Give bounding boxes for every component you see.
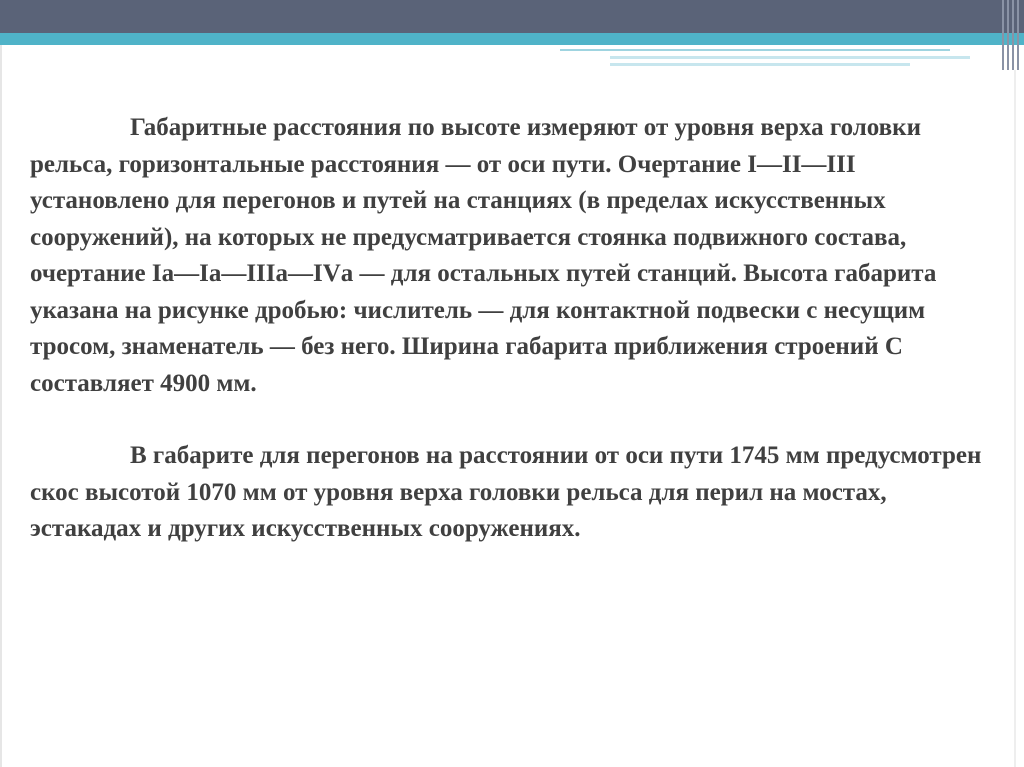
decorative-line [610,56,970,59]
right-border [1014,70,1016,767]
paragraph: В габарите для перегонов на расстоянии от оси пути 1745 мм предусмотрен скос высотой 1070 мм от уровня верха головки рельса для перил на мостах, эстакадах и других искусственных сооружениях. [30,442,982,542]
paragraph: Габаритные расстояния по высоте измеряют от уровня верха головки рельса, горизонтальные расстояния — от оси пути. Очертание I—II—III установлено для перегонов и путей на станциях (в пределах искусственных сооружений), на которых не предусматривается стоянка подвижного состава, очертание Iа—Iа—IIIа—IVа — для остальных путей станций. Высота габарита указана на рисунке дробью: числитель — для контактной подвески с несущим тросом, знаменатель — без него. Ширина габарита приближения строений С составляет 4900 мм. [30,114,937,397]
slide-body [30,110,1000,548]
decorative-line [610,63,910,66]
decorative-stripes [1000,0,1024,70]
left-border [0,45,2,767]
accent-band [0,33,1024,45]
decorative-line [560,49,950,51]
header-band [0,0,1024,33]
